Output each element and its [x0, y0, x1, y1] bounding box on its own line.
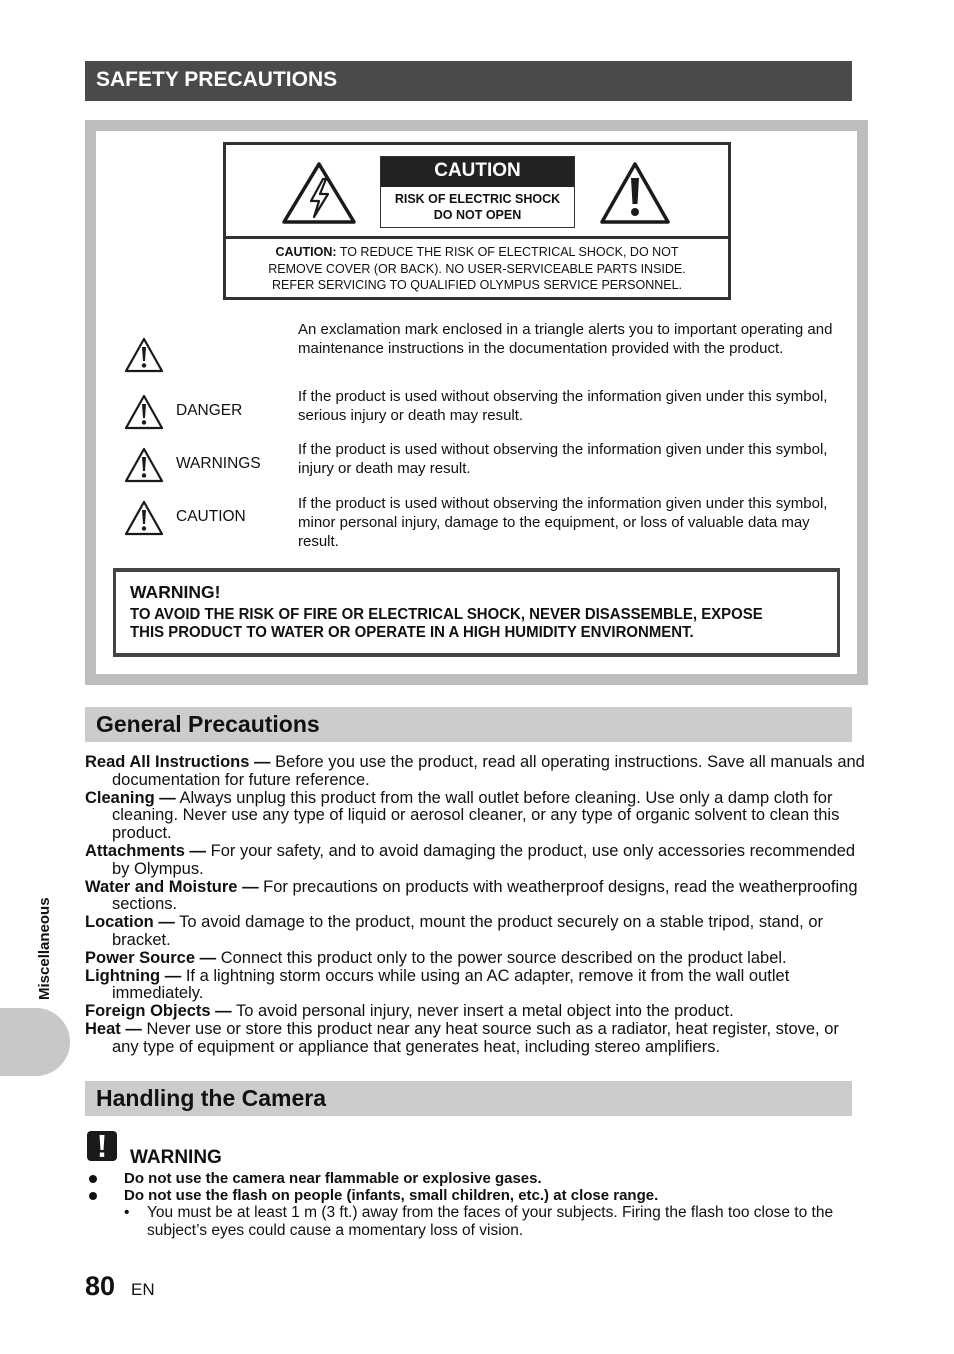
item-term: Power Source — [85, 948, 217, 967]
item-term: Heat — [85, 1019, 142, 1038]
electric-shock-icon [281, 161, 357, 225]
symbol-label: DANGER [176, 402, 243, 419]
bullet-text: Do not use the flash on people (infants, small children, etc.) at close range. [124, 1187, 659, 1204]
item-text: To avoid damage to the product, mount the product securely on a stable tripod, stand, or bracket. [112, 913, 824, 949]
item-text: Before you use the product, read all operating instructions. Save all manuals and documentation for future reference. [112, 753, 865, 789]
item-term: Attachments — [85, 841, 207, 860]
caution-text-line1: TO REDUCE THE RISK OF ELECTRICAL SHOCK, DO NOT [339, 245, 679, 259]
item-term: Cleaning — [85, 788, 176, 807]
item-term: Foreign Objects — [85, 1002, 232, 1021]
list-item [85, 843, 870, 879]
section-header-handling: Handling the Camera [85, 1081, 852, 1116]
page-language: EN [131, 1280, 155, 1299]
sub-bullet-item [122, 1204, 872, 1239]
item-text: If a lightning storm occurs while using an AC adapter, remove it from the wall outlet immediately. [112, 966, 790, 1003]
list-item [85, 968, 870, 1004]
exclamation-triangle-icon [124, 337, 164, 373]
warning-line2: THIS PRODUCT TO WATER OR OPERATE IN A HIGH HUMIDITY ENVIRONMENT. [130, 624, 694, 641]
safety-panel [85, 120, 868, 685]
bullet-dot [89, 1175, 97, 1183]
bullet-dot [89, 1192, 97, 1200]
caution-text-line3: REFER SERVICING TO QUALIFIED OLYMPUS SERVICE PERSONNEL. [271, 278, 683, 292]
symbol-desc: An exclamation mark enclosed in a triangle alerts you to important operating and maintenance instructions in the documentation provided with the product. [298, 321, 833, 357]
caution-label-box [223, 142, 731, 300]
item-text: For your safety, and to avoid damaging the product, use only accessories recommended by Olympus. [112, 841, 856, 878]
warning-title: WARNING! [130, 582, 221, 602]
caution-label-line1: RISK OF ELECTRIC SHOCK [394, 192, 561, 206]
caution-label [380, 156, 575, 228]
caution-top [226, 145, 728, 239]
exclamation-triangle-icon [124, 447, 164, 483]
side-tab [0, 1008, 70, 1076]
list-item [85, 914, 870, 950]
list-item [85, 1021, 870, 1057]
list-item [85, 879, 870, 915]
section-header-safety: SAFETY PRECAUTIONS [85, 61, 852, 101]
list-item [85, 790, 870, 843]
warning-text [130, 606, 806, 642]
item-term: Read All Instructions — [85, 753, 271, 771]
item-term: Water and Moisture — [85, 877, 259, 896]
bullet-text: Do not use the camera near flammable or explosive gases. [124, 1170, 542, 1187]
symbol-label: WARNINGS [176, 455, 261, 472]
exclamation-triangle-icon [124, 394, 164, 430]
item-text: Never use or store this product near any heat source such as a radiator, heat register, stove, or any type of equipment or appliance that generates heat, including stereo amplifiers. [112, 1019, 839, 1056]
caution-label-head: CAUTION [381, 157, 574, 187]
caution-text [226, 244, 728, 294]
sub-bullet-mark: • [124, 1204, 130, 1221]
caution-text-bold: CAUTION: [275, 245, 337, 259]
caution-label-line2: DO NOT OPEN [433, 208, 522, 222]
warning-square-icon [87, 1131, 117, 1161]
symbol-desc: If the product is used without observing the information given under this symbol, injury or death may result. [298, 441, 828, 477]
section-header-general: General Precautions [85, 707, 852, 742]
side-tab-label: Miscellaneous [36, 897, 53, 1000]
safety-panel-inner [96, 131, 857, 674]
list-item [85, 950, 870, 968]
caution-label-body [381, 187, 574, 223]
page-number: 80 [85, 1271, 116, 1301]
list-item [85, 754, 870, 790]
item-term: Location — [85, 913, 175, 932]
item-text: To avoid personal injury, never insert a metal object into the product. [231, 1002, 734, 1021]
general-precautions-list [85, 754, 870, 1057]
symbol-desc: If the product is used without observing the information given under this symbol, serious injury or death may result. [298, 388, 828, 424]
caution-text-line2: REMOVE COVER (OR BACK). NO USER-SERVICEABLE PARTS INSIDE. [268, 261, 686, 276]
warning-line1: TO AVOID THE RISK OF FIRE OR ELECTRICAL SHOCK, NEVER DISASSEMBLE, EXPOSE [130, 606, 763, 623]
symbol-desc: If the product is used without observing the information given under this symbol, minor personal injury, damage to the equipment, or loss of valuable data may result. [298, 495, 828, 550]
exclamation-triangle-icon [599, 161, 671, 225]
item-text: Always unplug this product from the wall outlet before cleaning. Use only a damp cloth for cleaning. Never use any type of liquid or aerosol cleaner, or any type of organic solvent to clean this product. [112, 788, 840, 843]
exclamation-triangle-icon [124, 500, 164, 536]
sub-bullet-text: You must be at least 1 m (3 ft.) away from the faces of your subjects. Firing the flash too close to the subject’s eyes could cause a momentary loss of vision. [147, 1204, 834, 1239]
handling-warning-title: WARNING [130, 1147, 222, 1168]
item-text: For precautions on products with weatherproof designs, read the weatherproofing sections. [112, 877, 858, 914]
item-term: Lightning — [85, 966, 182, 985]
warning-box [113, 568, 840, 657]
list-item [85, 1003, 870, 1021]
item-text: Connect this product only to the power source described on the product label. [216, 948, 787, 967]
symbol-label: CAUTION [176, 508, 246, 525]
